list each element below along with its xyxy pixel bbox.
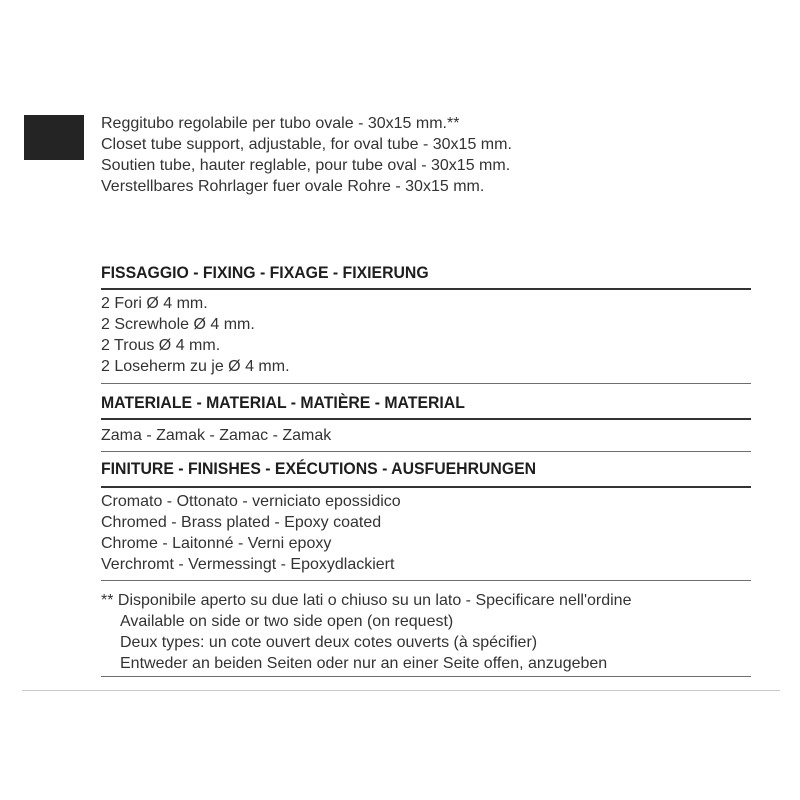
finishes-line: Chromed - Brass plated - Epoxy coated [101, 514, 382, 531]
finishes-list [101, 491, 401, 575]
material-heading-rule [101, 418, 751, 420]
description-en: Closet tube support, adjustable, for oval tube - 30x15 mm. [101, 136, 512, 153]
description-it: Reggitubo regolabile per tubo ovale - 30x15 mm.** [101, 115, 460, 132]
page-divider [22, 690, 780, 691]
note-line: Deux types: un cote ouvert deux cotes ouverts (à spécifier) [120, 634, 538, 651]
description-de: Verstellbares Rohrlager fuer ovale Rohre - 30x15 mm. [101, 178, 485, 195]
material-heading: MATERIALE - MATERIAL - MATIÈRE - MATERIAL [101, 393, 465, 412]
finishes-line: Verchromt - Vermessingt - Epoxydlackiert [101, 556, 395, 573]
fixing-section-divider [101, 383, 751, 384]
material-list [101, 425, 331, 446]
finishes-section-divider [101, 580, 751, 581]
description-fr: Soutien tube, hauter reglable, pour tube oval - 30x15 mm. [101, 157, 511, 174]
availability-note [101, 590, 631, 674]
fixing-line: 2 Loseherm zu je Ø 4 mm. [101, 358, 290, 375]
fixing-line: 2 Fori Ø 4 mm. [101, 295, 208, 312]
note-line: Entweder an beiden Seiten oder nur an einer Seite offen, anzugeben [120, 655, 608, 672]
note-line: Available on side or two side open (on request) [120, 613, 454, 630]
finishes-line: Cromato - Ottonato - verniciato epossidico [101, 493, 401, 510]
material-section-divider [101, 451, 751, 452]
fixing-heading-rule [101, 288, 751, 290]
fixing-heading: FISSAGGIO - FIXING - FIXAGE - FIXIERUNG [101, 263, 429, 282]
fixing-list [101, 293, 290, 377]
product-description [101, 113, 512, 197]
material-line: Zama - Zamak - Zamac - Zamak [101, 427, 332, 444]
product-image-placeholder [24, 115, 84, 160]
finishes-heading-rule [101, 486, 751, 488]
note-section-divider [101, 676, 751, 677]
fixing-line: 2 Trous Ø 4 mm. [101, 337, 221, 354]
note-line: ** Disponibile aperto su due lati o chiuso su un lato - Specificare nell'ordine [101, 592, 632, 609]
fixing-line: 2 Screwhole Ø 4 mm. [101, 316, 255, 333]
finishes-heading: FINITURE - FINISHES - EXÉCUTIONS - AUSFUEHRUNGEN [101, 459, 537, 478]
finishes-line: Chrome - Laitonné - Verni epoxy [101, 535, 332, 552]
